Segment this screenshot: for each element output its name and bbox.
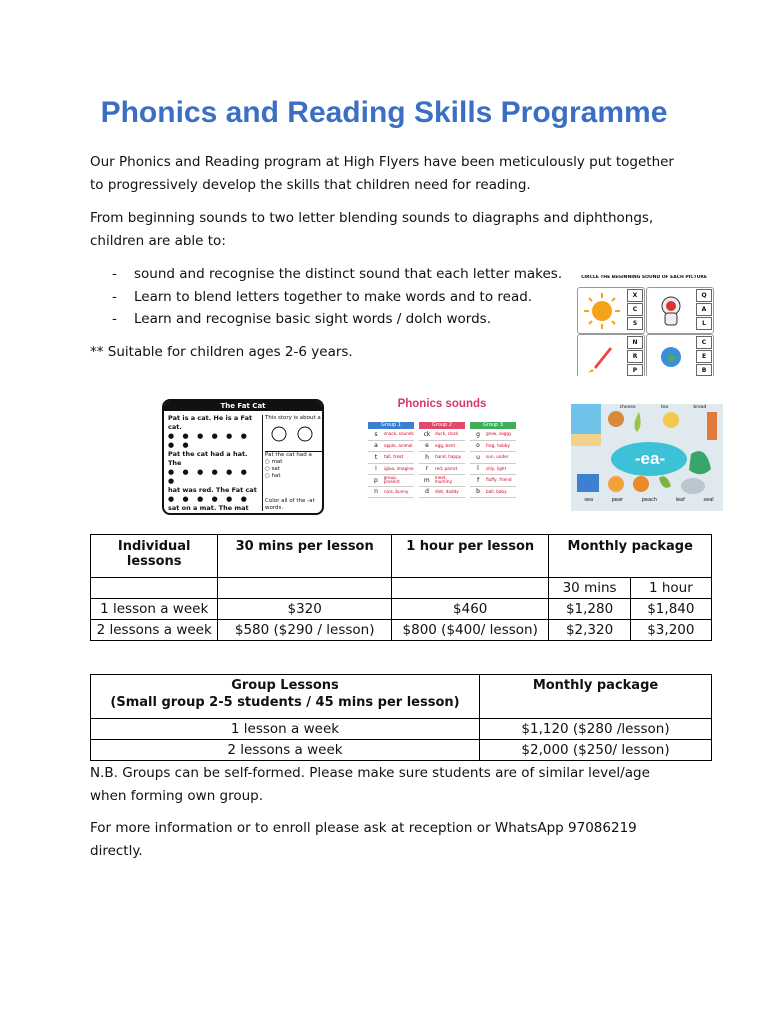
header-group-lessons: Group Lessons (Small group 2-5 students / 45 mins per lesson) — [91, 675, 480, 719]
worksheet-card: Q A L — [646, 287, 714, 334]
header-30-mins: 30 mins per lesson — [218, 535, 392, 578]
worksheet-card: C E B — [646, 334, 714, 376]
list-item: - Learn to blend letters together to make words and to read. — [112, 288, 533, 305]
individual-lessons-table — [90, 534, 712, 641]
beginning-sound-worksheet-image: CIRCLE THE BEGINNING SOUND OF EACH PICTURE X C S Q A L N R P C E B — [574, 275, 714, 376]
subheader-1-hour: 1 hour — [630, 578, 711, 599]
table-row: 1 lesson a week $320 $460 $1,280 $1,840 — [91, 599, 712, 620]
rocket-icon — [582, 337, 622, 376]
header-1-hour: 1 hour per lesson — [391, 535, 549, 578]
header-monthly-package: Monthly package — [549, 535, 712, 578]
crayon-icon — [265, 480, 323, 498]
cat-icon — [265, 422, 319, 446]
table-row: 2 lessons a week $580 ($290 / lesson) $800 ($400/ lesson) $2,320 $3,200 — [91, 620, 712, 641]
sun-icon — [582, 291, 622, 331]
worksheet-card: N R P — [577, 334, 645, 376]
skills-list — [112, 263, 562, 331]
phonics-group: Group 2 ck duck, clock e egg, bent h hand, happy r red, parrot m meet, mummy d diet, daddy — [419, 422, 465, 498]
fat-cat-worksheet-image: The Fat Cat Pat is a cat. He is a Fat cat. ● ● ● ● ● ● ● ● Pat the cat had a hat. The ● ● ● ● ● ● ● hat was red. The Fat cat ● ● ● ● ● ● sat on a mat. The mat This story is about a Pat the cat had a ○ mat ○ sat ○ hat Color all of the -at words. — [162, 399, 324, 515]
globe-icon — [651, 337, 691, 376]
subheader-30-mins: 30 mins — [549, 578, 630, 599]
header-individual-lessons: Individual lessons — [91, 535, 218, 578]
page-title: Phonics and Reading Skills Programme — [100, 96, 668, 129]
groups-note: N.B. Groups can be self-formed. Please make sure students are of similar level/age when forming own group. — [90, 765, 650, 804]
phonics-sounds-image: Phonics sounds Group 1 s snack, sounds a apple, animal t tall, treat i igloo, imagine p group, present n nice, bunny Group 2 ck duck, clock e egg, bent h hand, happy r red, parrot m meet, mummy d diet, daddy Group 3 g grow, soggy o frog, hobby u sun, under l silly, light f fluffy, friend b ball, baby — [367, 398, 517, 512]
lead-paragraph: From beginning sounds to two letter blending sounds to diagraphs and diphthongs, children are able to: — [90, 210, 654, 249]
group-lessons-table — [90, 674, 712, 761]
table-row: 2 lessons a week $2,000 ($250/ lesson) — [91, 740, 712, 761]
ea-words-image: -ea- sea pear peach leaf seal cheese tea bread — [571, 404, 723, 511]
astronaut-icon — [651, 291, 691, 331]
table-row: 1 lesson a week $1,120 ($280 /lesson) — [91, 719, 712, 740]
worksheet-card: X C S — [577, 287, 645, 334]
phonics-group: Group 3 g grow, soggy o frog, hobby u sun, under l silly, light f fluffy, friend b ball, baby — [470, 422, 516, 498]
header-monthly-package: Monthly package — [480, 675, 712, 719]
phonics-group: Group 1 s snack, sounds a apple, animal t tall, treat i igloo, imagine p group, present n nice, bunny — [368, 422, 414, 498]
contact-info: For more information or to enroll please ask at reception or WhatsApp 97086219 directly. — [90, 820, 637, 859]
list-item: - Learn and recognise basic sight words / dolch words. — [112, 311, 491, 327]
story-text: Pat is a cat. He is a Fat cat. ● ● ● ● ● ● ● ● Pat the cat had a hat. The ● ● ● ● ● ● ● hat was red. The Fat cat ● ● ● ● ● ● sat on a mat. The mat — [168, 414, 257, 512]
intro-paragraph: Our Phonics and Reading program at High Flyers have been meticulously put together to progressively develop the skills that children need for reading. — [90, 154, 674, 193]
age-note: ** Suitable for children ages 2-6 years. — [90, 344, 353, 360]
list-item: - sound and recognise the distinct sound that each letter makes. — [112, 266, 563, 282]
